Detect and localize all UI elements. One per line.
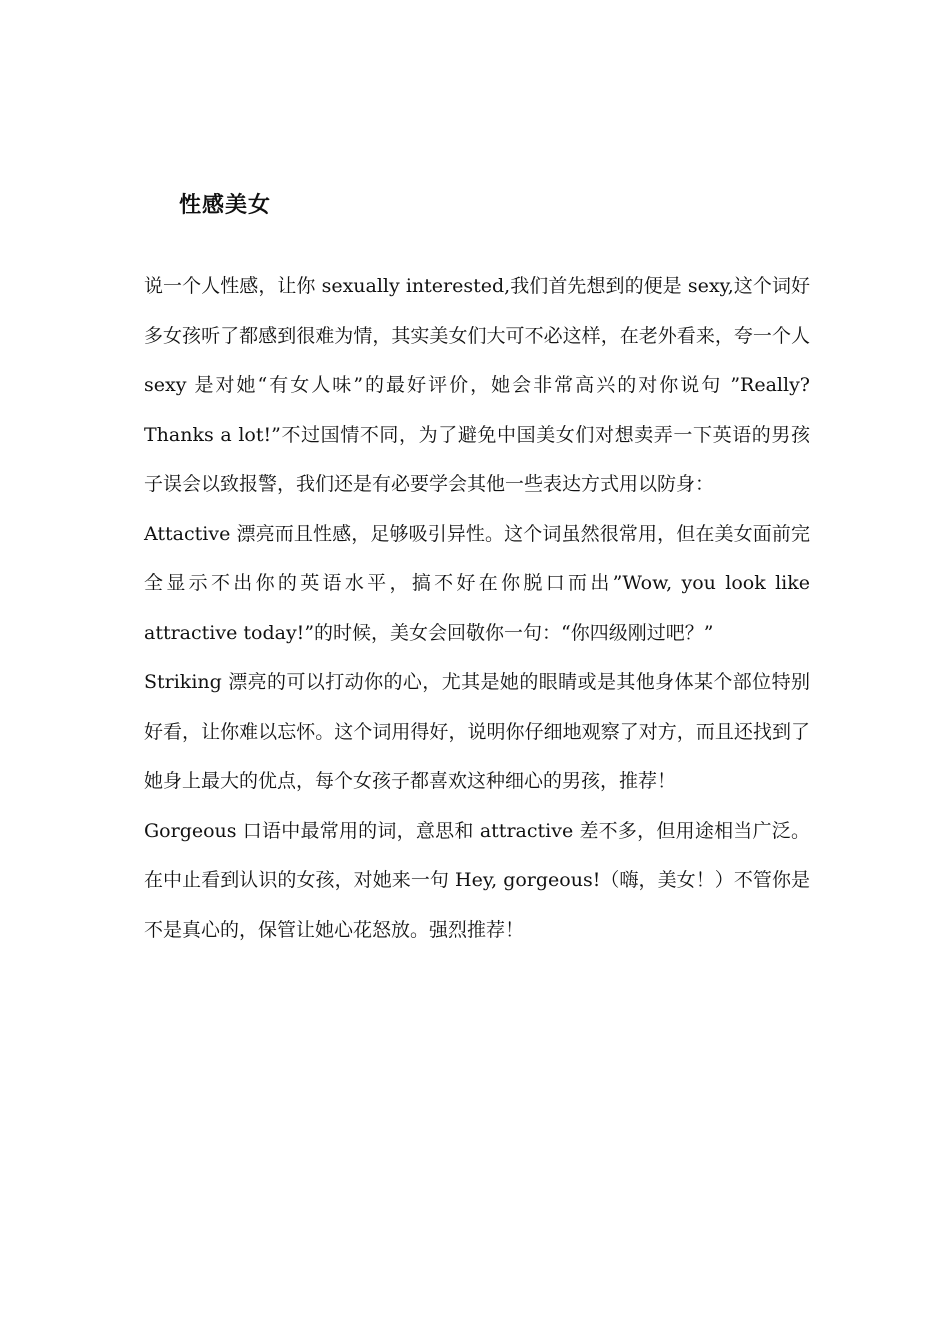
document-title: 性感美女 xyxy=(179,193,272,218)
paragraph-sexy: 说一个人性感，让你 sexually interested,我们首先想到的便是 sexy,这个词好多女孩听了都感到很难为情，其实美女们大可不必这样，在老外看来，夸一个人 sexy 是对她“有女人味”的最好评价，她会非常高兴的对你说句 ”Really?Thanks a lot!”不过国情不同，为了避免中国美女们对想卖弄一下英语的男孩子误会以致报警，我们还是有必要学会其他一些表达方式用以防身： xyxy=(144,275,810,495)
paragraph-gorgeous: Gorgeous 口语中最常用的词，意思和 attractive 差不多，但用途相当广泛。在中止看到认识的女孩，对她来一句 Hey, gorgeous!（嗨，美女！）不管你是不是真心的，保管让她心花怒放。强烈推荐！ xyxy=(144,819,810,941)
document-body xyxy=(144,262,810,955)
paragraph-attractive: Attactive 漂亮而且性感，足够吸引异性。这个词虽然很常用，但在美女面前完全显示不出你的英语水平，搞不好在你脱口而出”Wow, you look like attractive today!”的时候，美女会回敬你一句：“你四级刚过吧？” xyxy=(144,522,810,644)
paragraph-striking: Striking 漂亮的可以打动你的心，尤其是她的眼睛或是其他身体某个部位特别好看，让你难以忘怀。这个词用得好，说明你仔细地观察了对方，而且还找到了她身上最大的优点，每个女孩子都喜欢这种细心的男孩，推荐！ xyxy=(144,671,810,792)
